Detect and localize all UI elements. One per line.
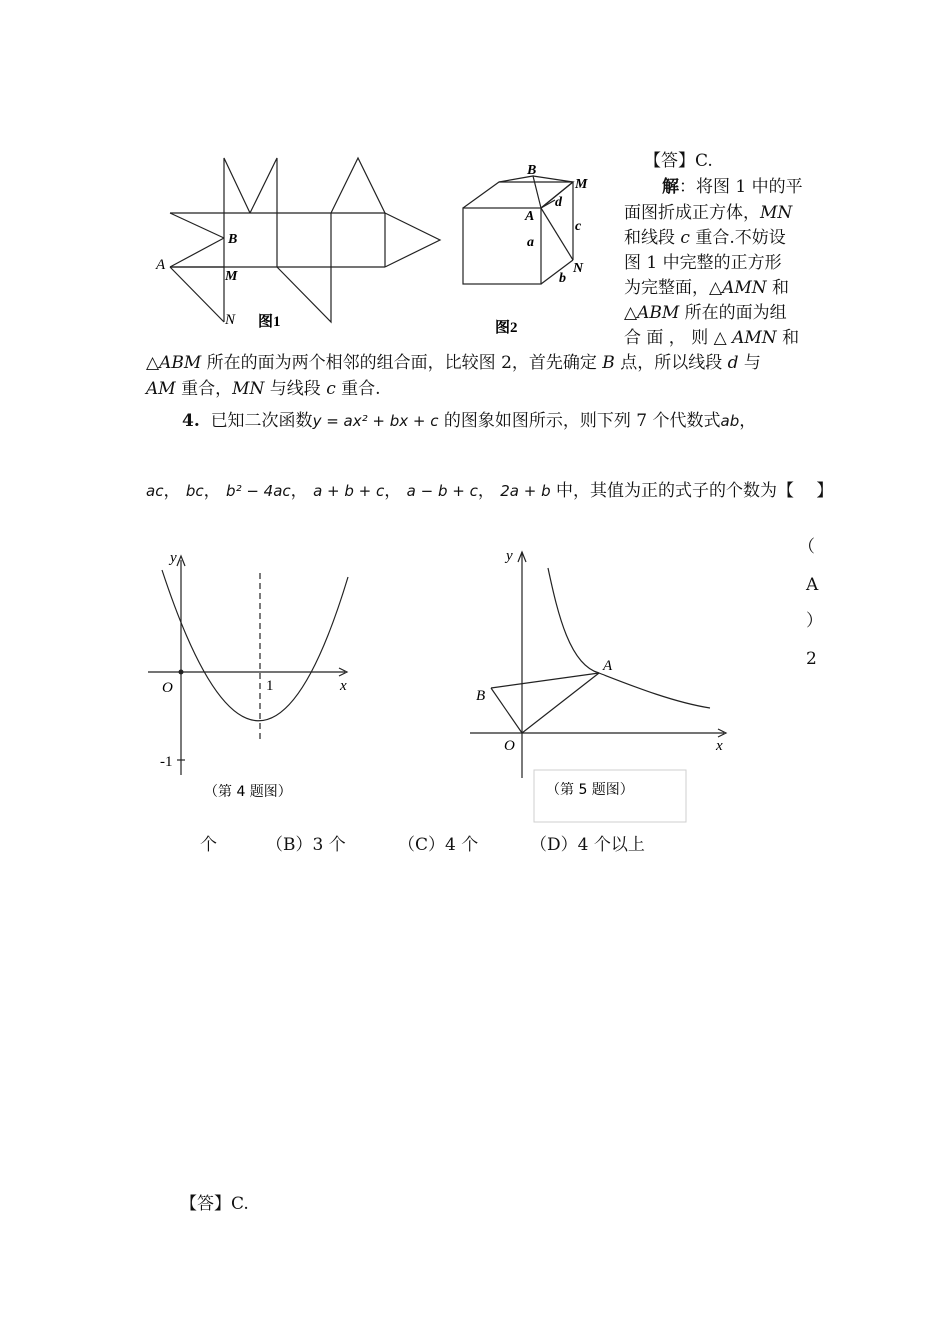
fig1-label-B: B xyxy=(228,232,238,247)
q3-answer: 【答】C. xyxy=(644,151,713,171)
option-b: （B）3 个 xyxy=(266,835,346,855)
q4-answer: 【答】C. xyxy=(180,1194,249,1214)
fig2-label-d: d xyxy=(555,195,562,210)
fig2-label-B: B xyxy=(527,163,537,178)
q3-solution-line-3: 和线段 c 重合.不妨设 xyxy=(624,228,786,248)
expr-bc: bc xyxy=(185,482,204,500)
expr-2a-plus-b: 2a + b xyxy=(500,482,551,500)
fig1-label-M: M xyxy=(225,269,238,284)
fig5-label-y: y xyxy=(506,548,513,564)
option-c: （C）4 个 xyxy=(398,835,479,855)
option-d: （D）4 个以上 xyxy=(530,835,645,855)
fig5-label-B: B xyxy=(476,688,486,704)
fig5-label-x: x xyxy=(716,738,723,754)
option-a-paren-close: ） xyxy=(806,611,823,631)
option-a-paren-open: （ xyxy=(798,537,815,557)
q3-solution-line-7: 合 面 ， 则 △ AMN 和 xyxy=(624,328,800,348)
fig4-caption: （第 4 题图） xyxy=(204,784,292,800)
q3-solution-line-2: 面图折成正方体，MN xyxy=(624,203,793,223)
figure-5-hyperbola xyxy=(462,540,742,825)
expr-a-minus-b-plus-c: a − b + c xyxy=(406,482,478,500)
solution-head: 解 xyxy=(662,177,679,197)
fig2-label-N: N xyxy=(573,261,584,276)
fig2-label-a: a xyxy=(527,235,534,250)
option-a-tail: 个 xyxy=(200,835,217,855)
q3-solution-line-9: AM 重合，MN 与线段 c 重合. xyxy=(146,379,381,399)
fig2-label-c: c xyxy=(575,219,582,234)
q3-solution-line-8: △ABM 所在的面为两个相邻的组合面，比较图 2，首先确定 B 点，所以线段 d 与 xyxy=(146,353,761,373)
fig4-label-1: 1 xyxy=(266,678,274,694)
q3-solution-line-5: 为完整面，△AMN 和 xyxy=(624,278,790,298)
function-expression: y = ax² + bx + c xyxy=(312,412,439,430)
option-a-value: 2 xyxy=(806,649,817,669)
q3-solution-line-4: 图 1 中完整的正方形 xyxy=(624,253,782,273)
fig4-label-x: x xyxy=(340,678,347,694)
q4-stem-line-1: 4. 已知二次函数y = ax² + bx + c 的图象如图所示，则下列 7 个代数式ab， xyxy=(182,411,757,431)
fig1-caption: 图1 xyxy=(258,314,281,330)
fig5-label-O: O xyxy=(504,738,515,754)
q4-stem-line-2: ac， bc， b² − 4ac， a + b + c， a − b + c， 2a + b 中，其值为正的式子的个数为【 】 xyxy=(146,481,834,501)
fig4-label-O: O xyxy=(162,680,173,696)
fig4-label-neg1: -1 xyxy=(160,754,173,770)
fig5-caption: （第 5 题图） xyxy=(546,782,634,798)
fig2-caption: 图2 xyxy=(495,320,518,336)
fig2-label-b: b xyxy=(559,271,566,286)
question-number: 4. xyxy=(182,411,200,431)
fig1-label-A: A xyxy=(156,257,166,273)
fig2-label-M: M xyxy=(575,177,588,192)
expr-a-plus-b-plus-c: a + b + c xyxy=(313,482,385,500)
fig2-label-A: A xyxy=(525,209,535,224)
fig5-label-A: A xyxy=(603,658,613,674)
figure-4-parabola xyxy=(140,540,360,810)
fig1-label-N: N xyxy=(225,312,236,328)
expr-discriminant: b² − 4ac xyxy=(226,482,291,500)
expr-ac: ac xyxy=(146,482,164,500)
figure-1-net xyxy=(150,150,450,340)
fig4-label-y: y xyxy=(170,550,177,566)
q3-solution-line-1: 解：将图 1 中的平 xyxy=(662,177,803,197)
figure-2-cube xyxy=(455,150,615,340)
q3-solution-line-6: △ABM 所在的面为组 xyxy=(624,303,787,323)
option-a-letter: A xyxy=(806,575,819,595)
